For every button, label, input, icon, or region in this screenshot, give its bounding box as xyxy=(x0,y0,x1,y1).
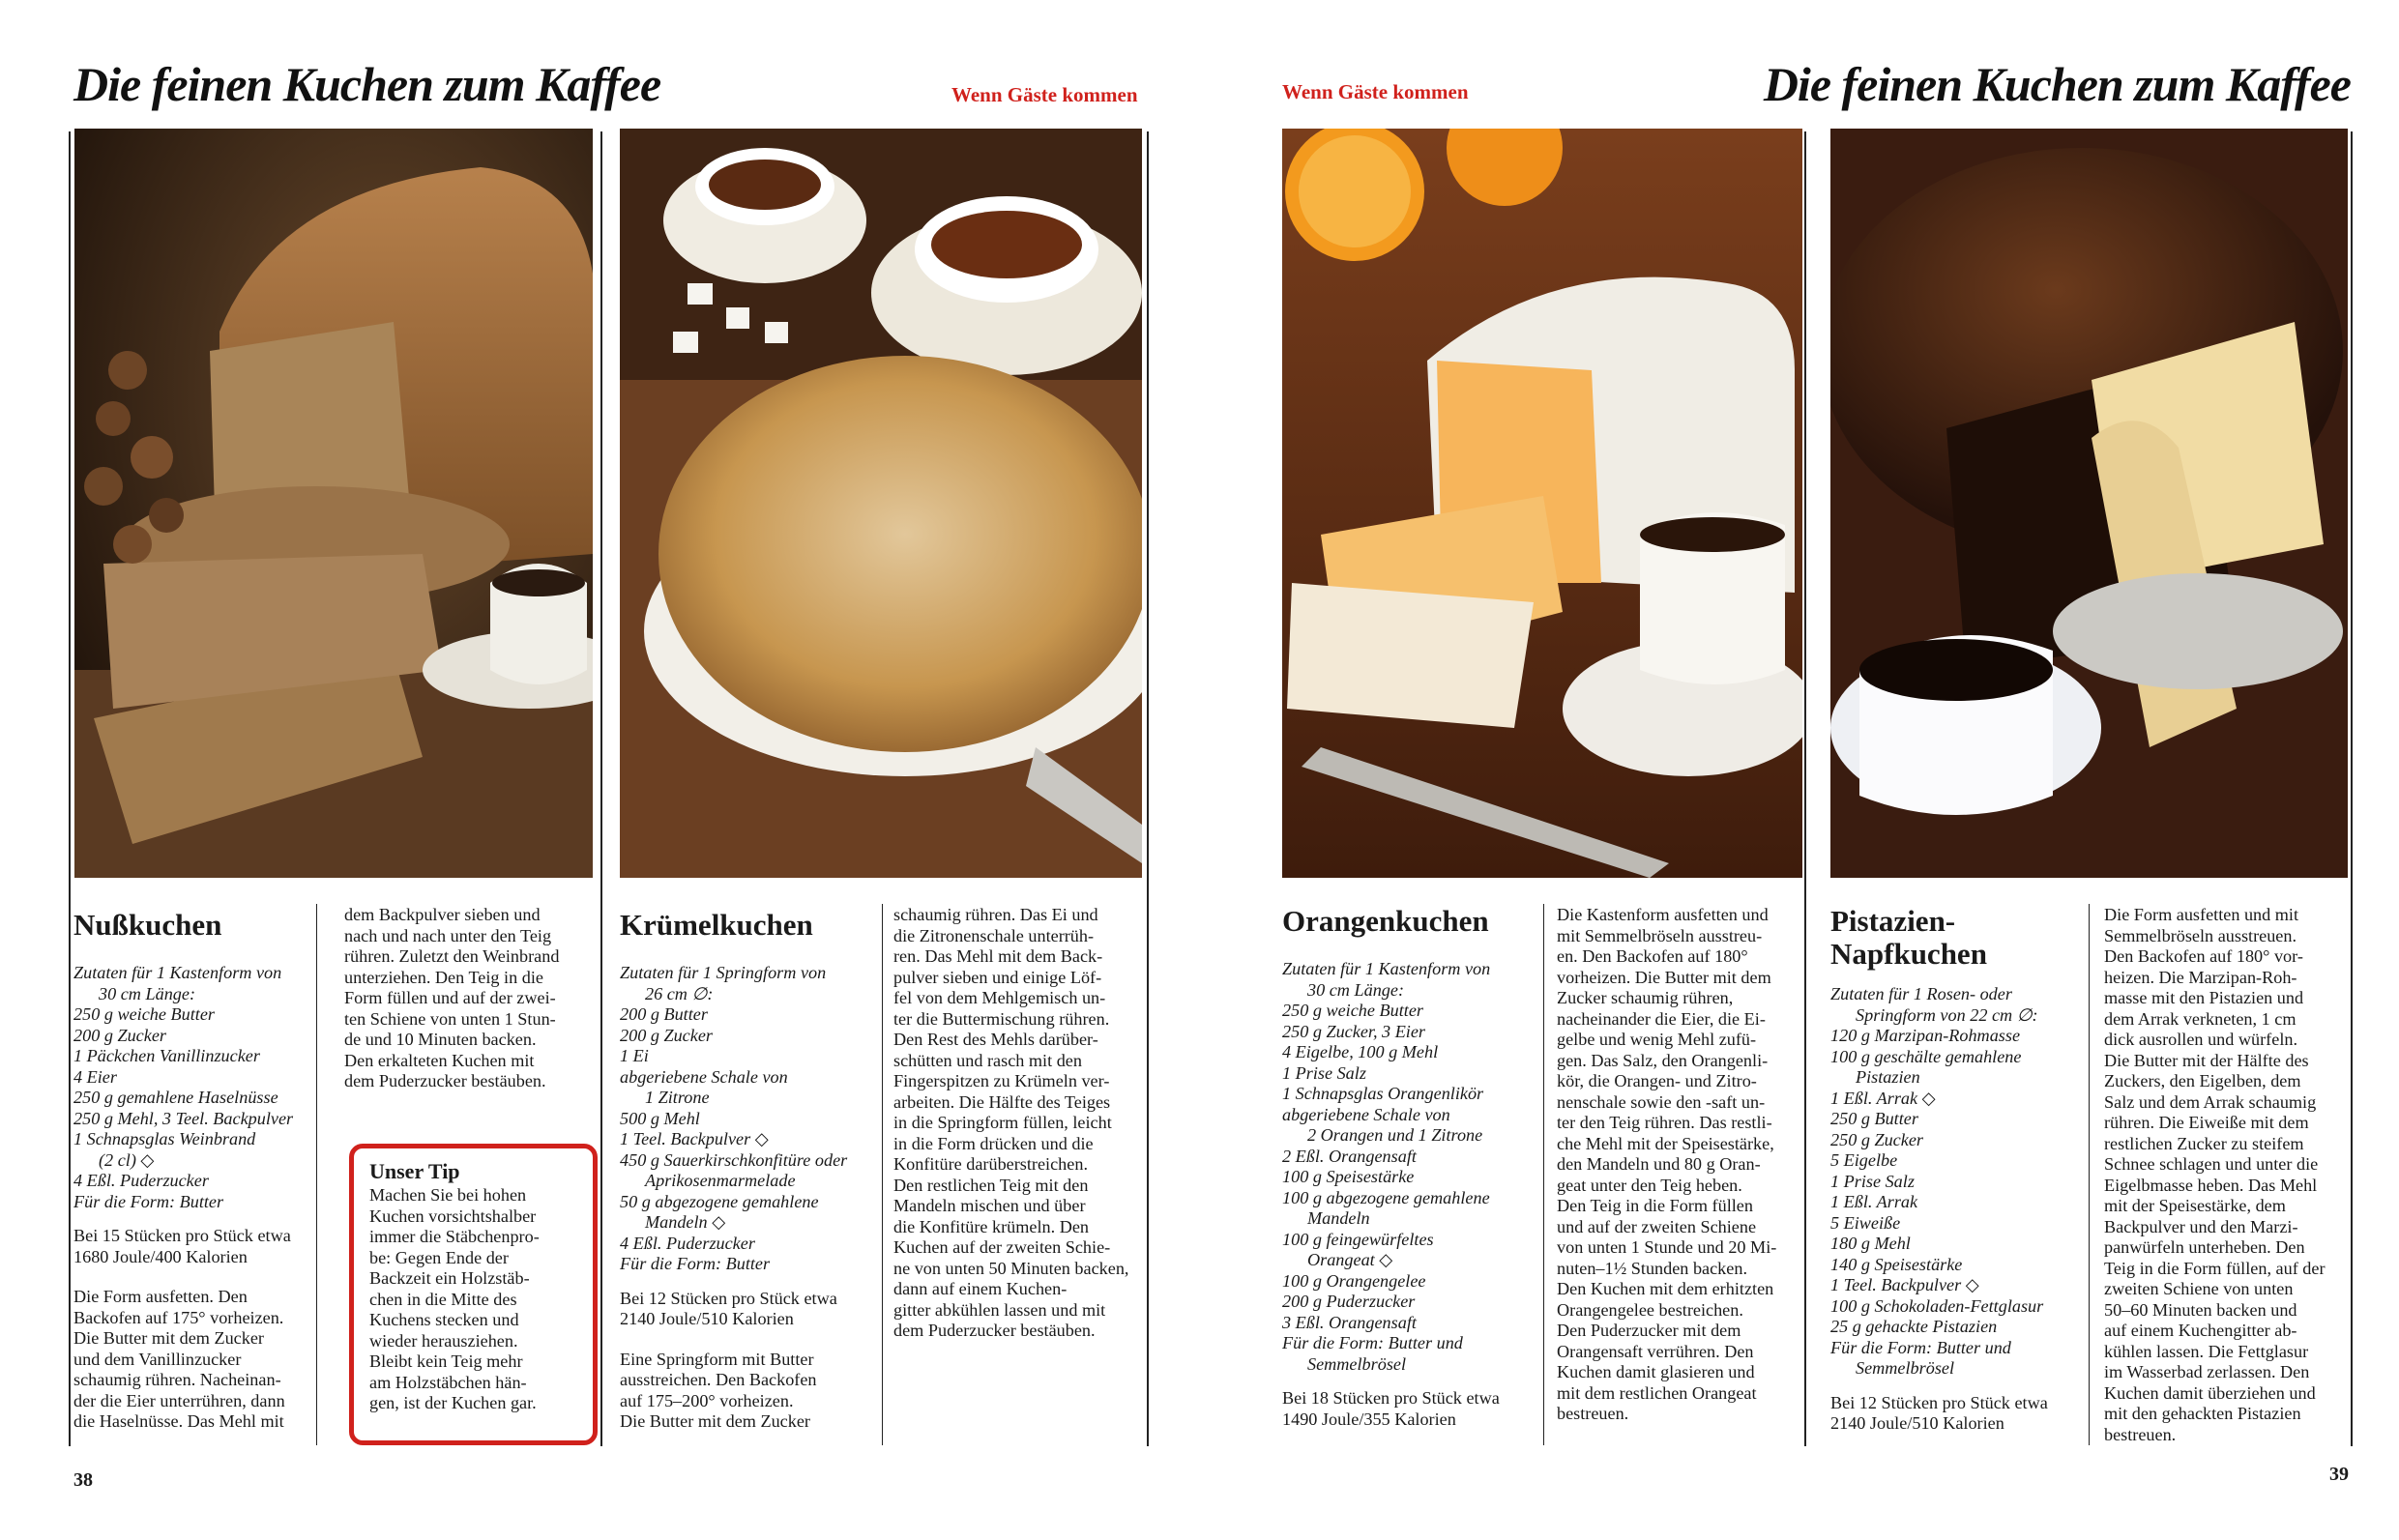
ingredient-line: Pistazien xyxy=(1856,1067,1920,1087)
method-line: schaumig rühren. Nacheinan- xyxy=(73,1370,281,1389)
method-line: die Haselnüsse. Das Mehl mit xyxy=(73,1411,284,1431)
method-line: Orangensaft verrühren. Den xyxy=(1557,1341,1754,1361)
recipe-title: Nußkuchen xyxy=(73,908,222,942)
method-line: schaumig rühren. Das Ei und xyxy=(893,905,1098,924)
ingredient-line: 200 g Puderzucker xyxy=(1282,1292,1416,1311)
method-line: gelbe und wenig Mehl zufü- xyxy=(1557,1030,1757,1049)
method-line: schütten und rasch mit den xyxy=(893,1050,1082,1070)
ingredient-line: 250 g gemahlene Haselnüsse xyxy=(73,1088,278,1107)
method-line: ten Schiene von unten 1 Stun- xyxy=(344,1008,556,1029)
method-line: kühlen lassen. Die Fettglasur xyxy=(2104,1341,2309,1361)
method-line: ne von unten 50 Minuten backen, xyxy=(893,1258,1129,1278)
ingredient-line: 250 g Butter xyxy=(1830,1109,1918,1128)
method-line: dann auf einem Kuchen- xyxy=(893,1279,1068,1298)
tip-box xyxy=(349,1144,598,1445)
method-line: Die Form ausfetten und mit xyxy=(2104,905,2299,924)
ingredient-line: 250 g Zucker xyxy=(1830,1129,1923,1149)
method-line: von unten 1 Stunde und 20 Mi- xyxy=(1557,1237,1777,1257)
recipe-orangenkuchen-col2 xyxy=(1557,905,1806,1425)
method-line: gitter abkühlen lassen und mit xyxy=(893,1299,1106,1320)
method-line: 50–60 Minuten backen und xyxy=(2104,1299,2297,1320)
method-line: Backofen auf 175° vorheizen. xyxy=(73,1307,284,1327)
method-line: Kuchen damit überziehen und xyxy=(2104,1382,2316,1403)
tip-line: am Holzstäbchen hän- xyxy=(369,1372,527,1392)
recipe-pistazien-col1 xyxy=(1830,905,2087,1435)
ingredient-line: Semmelbrösel xyxy=(1856,1358,1955,1378)
ingredient-line: abgeriebene Schale von xyxy=(620,1066,788,1087)
ingredient-line: Orangeat ◇ xyxy=(1307,1250,1393,1269)
nutrition-line: Bei 12 Stücken pro Stück etwa xyxy=(1830,1392,2048,1412)
ingredient-line: abgeriebene Schale von xyxy=(1282,1104,1450,1124)
ingredient-line: Für die Form: Butter xyxy=(73,1191,224,1211)
ingredient-line: 1 Eßl. Arrak xyxy=(1830,1192,1918,1211)
recipe-nusskuchen-col2 xyxy=(344,905,596,1092)
method-line: mit dem restlichen Orangeat xyxy=(1557,1382,1757,1403)
recipe-orangenkuchen-col1 xyxy=(1282,905,1538,1430)
method-line: Den erkalteten Kuchen mit xyxy=(344,1050,535,1070)
ingredient-line: Aprikosenmarmelade xyxy=(645,1171,796,1190)
ingredient-line: 1 Teel. Backpulver ◇ xyxy=(1830,1275,1979,1294)
ingredient-line: 250 g weiche Butter xyxy=(73,1004,215,1024)
tip-line: wieder herausziehen. xyxy=(369,1330,518,1351)
ingredient-line: 5 Eiweiße xyxy=(1830,1212,1901,1233)
method-text xyxy=(73,1287,310,1433)
method-line: Die Form ausfetten. Den xyxy=(73,1287,248,1306)
method-line: Die Butter mit dem Zucker xyxy=(73,1328,264,1348)
method-line: Schnee schlagen und unter die xyxy=(2104,1154,2319,1174)
method-line: Mandeln mischen und über xyxy=(893,1196,1086,1215)
method-line: Den Backofen auf 180° vor- xyxy=(2104,946,2303,966)
nutrition-line: Bei 12 Stücken pro Stück etwa xyxy=(620,1288,837,1308)
recipe-title-line: Napfkuchen xyxy=(1830,937,1987,971)
ingredient-line: Springform von 22 cm ∅: xyxy=(1856,1004,2038,1025)
tip-line: Kuchen vorsichtshalber xyxy=(369,1206,537,1226)
method-line: Kuchen damit glasieren und xyxy=(1557,1362,1755,1381)
ingredient-line: Mandeln xyxy=(1307,1208,1370,1228)
page-number-right: 39 xyxy=(2329,1464,2349,1485)
ingredient-line: 100 g Orangengelee xyxy=(1282,1270,1426,1291)
tip-title: Unser Tip xyxy=(369,1159,460,1183)
method-line: Salz und dem Arrak schaumig xyxy=(2104,1091,2317,1112)
nutrition-line: 1680 Joule/400 Kalorien xyxy=(73,1246,248,1266)
method-line: mit Semmelbröseln ausstreu- xyxy=(1557,925,1763,945)
ingredient-list xyxy=(1830,984,2087,1380)
method-line: Zuckers, den Eigelben, dem xyxy=(2104,1071,2301,1090)
method-line: und dem Vanillinzucker xyxy=(73,1349,242,1369)
method-line: in die Form drücken und die xyxy=(893,1133,1094,1153)
method-line: die Konfitüre krümeln. Den xyxy=(893,1216,1090,1236)
ingredient-line: 4 Eier xyxy=(73,1066,117,1087)
column-rule xyxy=(2351,131,2353,1446)
orangenkuchen-photo xyxy=(1282,129,1802,878)
tip-line: Machen Sie bei hohen xyxy=(369,1185,527,1205)
method-line: Konfitüre darüberstreichen. xyxy=(893,1154,1088,1174)
tip-line: Kuchens stecken und xyxy=(369,1310,519,1329)
method-line: mit den gehackten Pistazien xyxy=(2104,1404,2301,1423)
nutrition-line: Bei 15 Stücken pro Stück etwa xyxy=(73,1226,291,1245)
method-line: Form füllen und auf der zwei- xyxy=(344,988,556,1007)
column-rule xyxy=(316,904,317,1445)
method-line: Den Puderzucker mit dem xyxy=(1557,1321,1741,1340)
ingredient-line: 500 g Mehl xyxy=(620,1108,700,1128)
method-line: rühren. Zuletzt den Weinbrand xyxy=(344,946,560,966)
method-line: die Zitronenschale unterrüh- xyxy=(893,925,1095,945)
method-line: der die Eier unterrühren, dann xyxy=(73,1390,285,1410)
tip-line: gen, ist der Kuchen gar. xyxy=(369,1393,537,1412)
method-line: geat unter den Teig heben. xyxy=(1557,1175,1742,1195)
method-line: de und 10 Minuten backen. xyxy=(344,1030,537,1049)
method-line: ter die Buttermischung rühren. xyxy=(893,1008,1110,1029)
ingredient-line: Semmelbrösel xyxy=(1307,1353,1407,1374)
ingredient-line: 1 Teel. Backpulver ◇ xyxy=(620,1129,769,1148)
method-line: rühren. Die Eiweiße mit dem xyxy=(2104,1113,2309,1132)
ingredient-line: 200 g Zucker xyxy=(620,1025,713,1045)
ingredient-line: 1 Prise Salz xyxy=(1830,1171,1915,1191)
right-section-label: Wenn Gäste kommen xyxy=(1282,80,1469,103)
ingredient-line: 100 g abgezogene gemahlene xyxy=(1282,1187,1490,1207)
method-line: masse mit den Pistazien und xyxy=(2104,988,2304,1007)
nutrition-line: Bei 18 Stücken pro Stück etwa xyxy=(1282,1388,1500,1408)
method-line: Semmelbröseln ausstreuen. xyxy=(2104,925,2297,945)
method-line: dick ausrollen und würfeln. xyxy=(2104,1030,2298,1049)
method-line: arbeiten. Die Hälfte des Teiges xyxy=(893,1091,1111,1112)
ingredient-line: Für die Form: Butter und xyxy=(1282,1333,1463,1352)
ingredient-line: 140 g Speisestärke xyxy=(1830,1254,1963,1274)
method-text xyxy=(620,1350,876,1433)
ingredient-line: 180 g Mehl xyxy=(1830,1234,1911,1253)
method-line: mit der Speisestärke, dem xyxy=(2104,1196,2286,1215)
ingredient-line: 250 g Mehl, 3 Teel. Backpulver xyxy=(73,1108,294,1128)
ingredient-line: 1 Zitrone xyxy=(645,1088,710,1107)
method-line: dem Arrak verkneten, 1 cm xyxy=(2104,1008,2297,1029)
ingredient-line: 25 g gehackte Pistazien xyxy=(1830,1317,1998,1336)
ingredient-line: 1 Eßl. Arrak ◇ xyxy=(1830,1088,1936,1108)
method-line: nacheinander die Eier, die Ei- xyxy=(1557,1008,1766,1029)
nutrition-line: 2140 Joule/510 Kalorien xyxy=(620,1309,794,1328)
ingredient-line: 250 g weiche Butter xyxy=(1282,1001,1423,1020)
method-line: bestreuen. xyxy=(1557,1404,1629,1423)
nutrition-info xyxy=(1282,1388,1538,1430)
method-line: im Wasserbad zerlassen. Den xyxy=(2104,1362,2310,1381)
method-line: restlichen Zucker zu steifem xyxy=(2104,1133,2304,1153)
tip-line: Bleibt kein Teig mehr xyxy=(369,1351,523,1371)
ingredient-list xyxy=(620,963,876,1275)
ingredient-line: 2 Eßl. Orangensaft xyxy=(1282,1146,1417,1166)
method-line: bestreuen. xyxy=(2104,1424,2177,1444)
method-line: Den Kuchen mit dem erhitzten xyxy=(1557,1279,1774,1298)
left-page-title: Die feinen Kuchen zum Kaffee xyxy=(73,57,661,111)
ingredient-line: 450 g Sauerkirschkonfitüre oder xyxy=(620,1149,848,1170)
method-line: vorheizen. Die Butter mit dem xyxy=(1557,967,1771,987)
tip-line: Backzeit ein Holzstäb- xyxy=(369,1268,530,1288)
method-line: gen. Das Salz, den Orangenli- xyxy=(1557,1050,1769,1070)
kruemelkuchen-photo xyxy=(620,129,1142,878)
method-line: pulver sieben und einige Löf- xyxy=(893,967,1102,987)
ingredient-line: 50 g abgezogene gemahlene xyxy=(620,1191,819,1211)
method-line: auf einem Kuchengitter ab- xyxy=(2104,1321,2297,1340)
recipe-kruemelkuchen-col1 xyxy=(620,909,876,1433)
nutrition-info xyxy=(73,1226,310,1267)
recipe-kruemelkuchen-col2 xyxy=(893,905,1147,1342)
recipe-title: Orangenkuchen xyxy=(1282,904,1489,938)
method-line: Die Butter mit der Hälfte des xyxy=(2104,1050,2309,1070)
recipe-pistazien-col2 xyxy=(2104,905,2351,1445)
ingredient-line: 120 g Marzipan-Rohmasse xyxy=(1830,1026,2021,1045)
ingredient-line: 1 Ei xyxy=(620,1046,649,1065)
right-page-title: Die feinen Kuchen zum Kaffee xyxy=(1763,57,2351,111)
method-line: en. Den Backofen auf 180° xyxy=(1557,946,1748,966)
ingredient-line: 4 Eßl. Puderzucker xyxy=(620,1233,755,1253)
ingredient-line: 4 Eßl. Puderzucker xyxy=(73,1171,209,1190)
page-number-left: 38 xyxy=(73,1469,93,1491)
method-line: Orangengelee bestreichen. xyxy=(1557,1299,1743,1320)
method-line: fel von dem Mehlgemisch un- xyxy=(893,988,1106,1007)
method-line: Teig in die Form füllen, auf der xyxy=(2104,1258,2326,1278)
column-rule xyxy=(882,904,883,1445)
pistazien-napfkuchen-photo xyxy=(1830,129,2348,878)
ingredient-line: 100 g geschälte gemahlene xyxy=(1830,1046,2022,1066)
method-line: Eine Springform mit Butter xyxy=(620,1349,814,1369)
tip-line: chen in die Mitte des xyxy=(369,1289,517,1309)
nusskuchen-photo xyxy=(74,129,593,878)
ingredient-list xyxy=(1282,959,1538,1375)
ingredient-line: Für die Form: Butter und xyxy=(1830,1337,2011,1357)
method-line: zweiten Schiene von unten xyxy=(2104,1279,2294,1298)
column-rule xyxy=(600,131,602,1446)
nutrition-info xyxy=(620,1289,876,1330)
ingredient-line: 200 g Zucker xyxy=(73,1025,166,1045)
ingredient-line: 1 Päckchen Vanillinzucker xyxy=(73,1046,260,1065)
ingredient-line: 4 Eigelbe, 100 g Mehl xyxy=(1282,1042,1439,1061)
method-line: panwürfeln unterheben. Den xyxy=(2104,1237,2305,1257)
ingredient-line: 30 cm Länge: xyxy=(99,983,196,1003)
nutrition-line: 1490 Joule/355 Kalorien xyxy=(1282,1409,1456,1429)
method-line: Die Kastenform ausfetten und xyxy=(1557,905,1769,924)
ingredient-line: 26 cm ∅: xyxy=(645,983,714,1003)
nutrition-line: 2140 Joule/510 Kalorien xyxy=(1830,1413,2004,1433)
column-rule xyxy=(1147,131,1149,1446)
method-line: Zucker schaumig rühren, xyxy=(1557,988,1734,1007)
method-line: Den restlichen Teig mit den xyxy=(893,1175,1089,1195)
method-line: auf 175–200° vorheizen. xyxy=(620,1390,794,1410)
column-rule xyxy=(69,131,71,1446)
method-line: Den Rest des Mehls darüber- xyxy=(893,1030,1098,1049)
method-line: Backpulver und den Marzi- xyxy=(2104,1216,2298,1236)
column-rule xyxy=(1543,904,1544,1445)
method-line: Den Teig in die Form füllen xyxy=(1557,1196,1753,1215)
left-section-label: Wenn Gäste kommen xyxy=(951,83,1138,106)
tip-line: be: Gegen Ende der xyxy=(369,1247,509,1267)
method-line: in die Springform füllen, leicht xyxy=(893,1113,1112,1132)
ingredient-line: Zutaten für 1 Kastenform von xyxy=(73,963,282,982)
ingredient-line: Zutaten für 1 Rosen- oder xyxy=(1830,984,2012,1003)
tip-line: immer die Stäbchenpro- xyxy=(369,1227,540,1246)
ingredient-line: 3 Eßl. Orangensaft xyxy=(1282,1312,1417,1332)
ingredient-line: 5 Eigelbe xyxy=(1830,1150,1898,1170)
ingredient-line: 200 g Butter xyxy=(620,1004,708,1024)
method-line: nenschale sowie den -saft un- xyxy=(1557,1091,1766,1112)
recipe-title: Krümelkuchen xyxy=(620,908,813,942)
method-line: dem Backpulver sieben und xyxy=(344,905,541,924)
method-line: ren. Das Mehl mit dem Back- xyxy=(893,946,1103,966)
method-line: unterziehen. Den Teig in die xyxy=(344,967,543,987)
ingredient-line: 100 g Speisestärke xyxy=(1282,1167,1415,1186)
method-line: Fingerspitzen zu Krümeln ver- xyxy=(893,1071,1110,1090)
method-line: che Mehl mit der Speisestärke, xyxy=(1557,1133,1774,1153)
method-line: dem Puderzucker bestäuben. xyxy=(893,1321,1096,1340)
method-line: und auf der zweiten Schiene xyxy=(1557,1216,1757,1236)
ingredient-line: Zutaten für 1 Kastenform von xyxy=(1282,959,1491,978)
ingredient-line: 30 cm Länge: xyxy=(1307,979,1405,1000)
method-line: Kuchen auf der zweiten Schie- xyxy=(893,1237,1111,1257)
nutrition-info xyxy=(1830,1393,2087,1435)
method-line: nuten–1½ Stunden backen. xyxy=(1557,1258,1747,1278)
ingredient-line: 100 g feingewürfeltes xyxy=(1282,1229,1434,1249)
ingredient-line: 1 Schnapsglas Weinbrand xyxy=(73,1129,256,1148)
method-line: Die Butter mit dem Zucker xyxy=(620,1411,810,1431)
recipe-title xyxy=(1830,905,2087,971)
ingredient-line: 2 Orangen und 1 Zitrone xyxy=(1307,1125,1483,1145)
ingredient-line: 100 g Schokoladen-Fettglasur xyxy=(1830,1295,2044,1316)
method-line: nach und nach unter den Teig xyxy=(344,925,552,945)
ingredient-line: 1 Schnapsglas Orangenlikör xyxy=(1282,1084,1484,1103)
method-line: ter den Teig rühren. Das restli- xyxy=(1557,1113,1772,1132)
ingredient-line: Mandeln ◇ xyxy=(645,1212,726,1232)
method-line: heizen. Die Marzipan-Roh- xyxy=(2104,967,2297,987)
ingredient-line: Für die Form: Butter xyxy=(620,1254,771,1273)
ingredient-line: 250 g Zucker, 3 Eier xyxy=(1282,1021,1426,1041)
method-line: dem Puderzucker bestäuben. xyxy=(344,1071,546,1090)
method-line: ausstreichen. Den Backofen xyxy=(620,1370,817,1389)
ingredient-line: (2 cl) ◇ xyxy=(99,1149,155,1170)
ingredient-line: Zutaten für 1 Springform von xyxy=(620,963,827,982)
method-line: den Mandeln und 80 g Oran- xyxy=(1557,1154,1761,1174)
method-line: kör, die Orangen- und Zitro- xyxy=(1557,1071,1757,1090)
recipe-title-line: Pistazien- xyxy=(1830,904,1956,938)
method-line: Eigelbmasse heben. Das Mehl xyxy=(2104,1175,2318,1195)
ingredient-list xyxy=(73,963,310,1212)
recipe-nusskuchen-col1 xyxy=(73,909,310,1433)
ingredient-line: 1 Prise Salz xyxy=(1282,1062,1366,1083)
column-rule xyxy=(2089,904,2090,1445)
